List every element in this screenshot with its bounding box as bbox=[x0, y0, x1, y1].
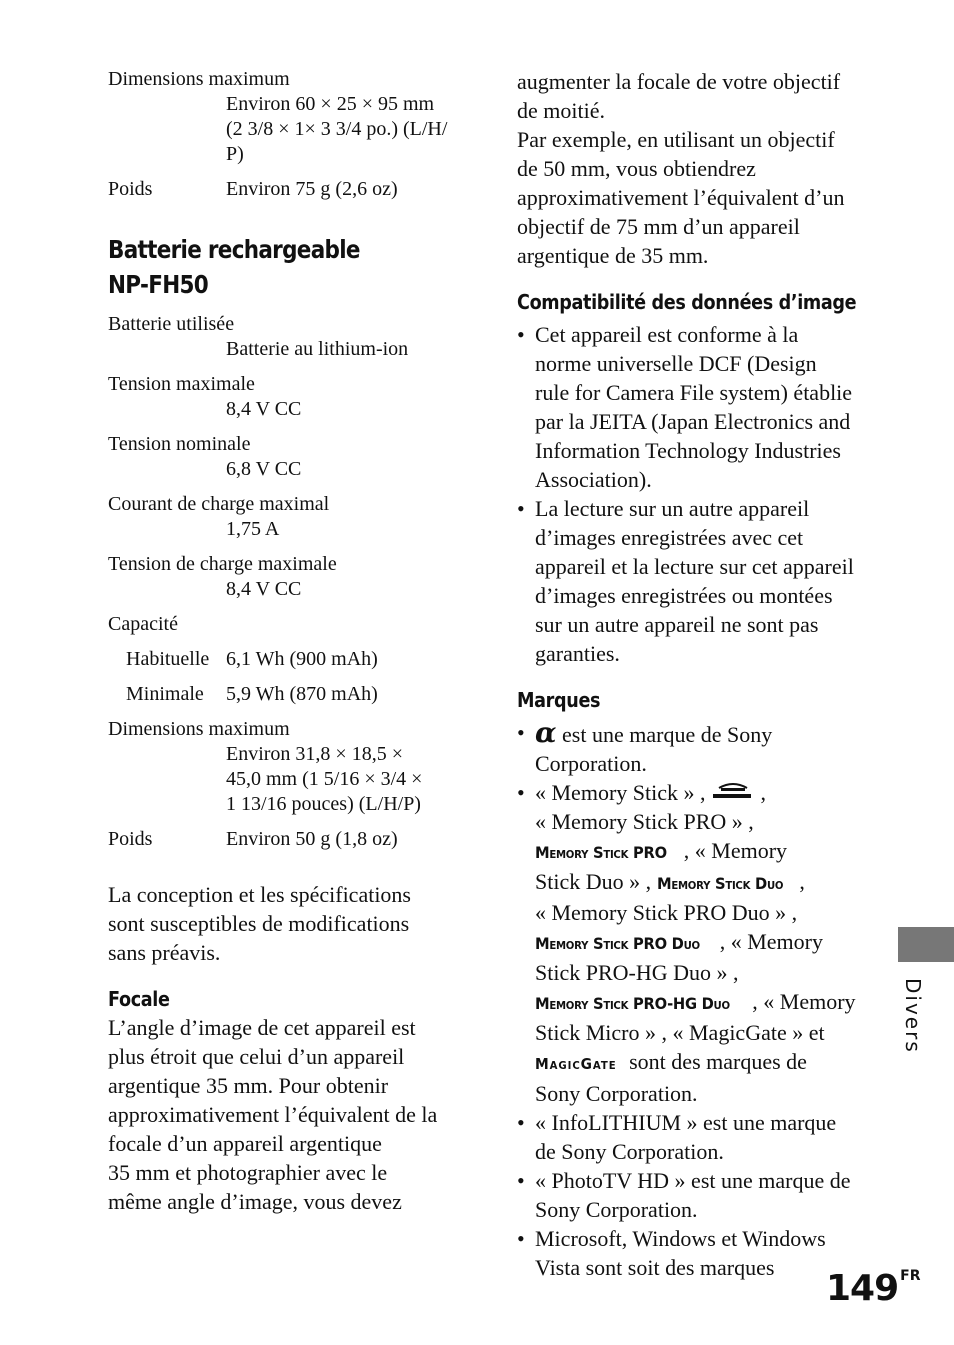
text-line: Stick Duo » , bbox=[535, 869, 657, 894]
text-line: argentique 35 mm. Pour obtenir bbox=[108, 1073, 389, 1098]
text-line: approximativement l’équivalent d’un bbox=[517, 185, 845, 210]
spec-label: Capacité bbox=[108, 613, 178, 635]
text-line: « Memory Stick PRO Duo » , bbox=[535, 900, 798, 925]
compat-list bbox=[517, 320, 885, 668]
spec-value: 6,8 V CC bbox=[226, 458, 302, 480]
text-line: appareil et la lecture sur cet appareil bbox=[535, 554, 854, 579]
memory-stick-pro-hg-duo-logo: Memory Stick PRO-HG Duo bbox=[535, 994, 730, 1013]
memory-stick-pro-logo: Memory Stick PRO bbox=[535, 843, 667, 862]
list-item bbox=[517, 1166, 885, 1224]
text-line: • La lecture sur un autre appareil bbox=[535, 496, 810, 521]
spec-label: Tension de charge maximale bbox=[108, 553, 337, 575]
text-line: , « Memory bbox=[752, 989, 856, 1014]
text-line: Par exemple, en utilisant un objectif bbox=[517, 127, 835, 152]
text-line: sont susceptibles de modifications bbox=[108, 911, 410, 936]
text-line: « Memory Stick » , bbox=[535, 780, 711, 805]
list-item bbox=[517, 320, 885, 494]
spec-value: 8,4 V CC bbox=[226, 398, 302, 420]
text-line: d’images enregistrées ou montées bbox=[535, 583, 833, 608]
text-line: sans préavis. bbox=[108, 940, 221, 965]
text-line: Information Technology Industries bbox=[535, 438, 841, 463]
text-line: sur un autre appareil ne sont pas bbox=[535, 612, 819, 637]
spec-row bbox=[108, 647, 488, 672]
spec-row bbox=[108, 682, 488, 707]
text-line: rule for Camera File system) établie bbox=[535, 380, 853, 405]
text-line: « Memory Stick PRO » , bbox=[535, 809, 754, 834]
text-line: norme universelle DCF (Design bbox=[535, 351, 817, 376]
spec-label: Tension nominale bbox=[108, 433, 251, 455]
text-line: par la JEITA (Japan Electronics and bbox=[535, 409, 851, 434]
text-line: de 50 mm, vous obtiendrez bbox=[517, 156, 756, 181]
spec-value: P) bbox=[226, 143, 244, 165]
text-line: 35 mm et photographier avec le bbox=[108, 1160, 388, 1185]
battery-title: Batterie rechargeable bbox=[108, 235, 360, 264]
text-line: augmenter la focale de votre objectif bbox=[517, 69, 841, 94]
list-item bbox=[517, 1108, 885, 1166]
spec-label: Poids bbox=[108, 178, 153, 200]
spec-value: 6,1 Wh (900 mAh) bbox=[226, 648, 378, 670]
spec-label: Habituelle bbox=[126, 648, 210, 670]
spec-label: Courant de charge maximal bbox=[108, 493, 330, 515]
focale-heading: Focale bbox=[108, 987, 170, 1011]
spec-value: 1 13/16 pouces) (L/H/P) bbox=[226, 793, 421, 815]
battery-model: NP-FH50 bbox=[108, 270, 209, 299]
text-line: Sony Corporation. bbox=[535, 1197, 698, 1222]
text-line: L’angle d’image de cet appareil est bbox=[108, 1015, 416, 1040]
page-number bbox=[826, 1268, 921, 1309]
text-line: Stick PRO-HG Duo » , bbox=[535, 960, 739, 985]
text-line: , bbox=[760, 780, 766, 805]
text-line: même angle d’image, vous devez bbox=[108, 1189, 402, 1214]
spec-label: Tension maximale bbox=[108, 373, 255, 395]
text-line: focale d’un appareil argentique bbox=[108, 1131, 382, 1156]
list-item bbox=[517, 718, 885, 778]
text-line: Stick Micro » , « MagicGate » et bbox=[535, 1020, 825, 1045]
text-line: Corporation. bbox=[535, 751, 647, 776]
left-column bbox=[108, 67, 488, 1216]
spec-value: 1,75 A bbox=[226, 518, 280, 540]
text-line: Sony Corporation. bbox=[535, 1081, 698, 1106]
focale-continued bbox=[517, 67, 885, 270]
text-line: plus étroit que celui d’un appareil bbox=[108, 1044, 405, 1069]
spec-value: 8,4 V CC bbox=[226, 578, 302, 600]
right-column bbox=[517, 67, 885, 1282]
spec-value: Environ 60 × 25 × 95 mm bbox=[226, 93, 435, 115]
page-language: FR bbox=[900, 1268, 921, 1284]
spec-label: Minimale bbox=[126, 683, 204, 705]
compat-heading: Compatibilité des données d’image bbox=[517, 290, 857, 314]
spec-row bbox=[108, 177, 488, 202]
text-line: • Cet appareil est conforme à la bbox=[535, 322, 799, 347]
memory-stick-duo-logo: Memory Stick Duo bbox=[656, 874, 783, 893]
camera-spec-block bbox=[108, 67, 488, 202]
text-line: • « InfoLITHIUM » est une marque bbox=[535, 1110, 837, 1135]
spec-value: (2 3/8 × 1× 3 3/4 po.) (L/H/ bbox=[226, 118, 448, 140]
text-line: approximativement l’équivalent de la bbox=[108, 1102, 438, 1127]
text-line: sont des marques de bbox=[629, 1049, 807, 1074]
text-line: de moitié. bbox=[517, 98, 605, 123]
section-tab-marker bbox=[898, 927, 954, 962]
text-line: de Sony Corporation. bbox=[535, 1139, 724, 1164]
list-item bbox=[517, 494, 885, 668]
spec-label: Batterie utilisée bbox=[108, 313, 235, 335]
page-number-value: 149 bbox=[826, 1268, 899, 1309]
text-line: argentique de 35 mm. bbox=[517, 243, 709, 268]
spec-label: Poids bbox=[108, 828, 153, 850]
text-line: • « PhotoTV HD » est une marque de bbox=[535, 1168, 851, 1193]
memory-stick-pro-duo-logo: Memory Stick PRO Duo bbox=[535, 934, 700, 953]
spec-value: Environ 75 g (2,6 oz) bbox=[226, 178, 398, 200]
text-line: , « Memory bbox=[683, 838, 788, 863]
spec-row bbox=[108, 827, 488, 852]
spec-label: Dimensions maximum bbox=[108, 68, 290, 90]
text-line: garanties. bbox=[535, 641, 620, 666]
text-line: d’images enregistrées avec cet bbox=[535, 525, 804, 550]
marques-list bbox=[517, 718, 885, 1282]
text-line: Vista sont soit des marques bbox=[535, 1255, 775, 1280]
text-line: , bbox=[799, 869, 805, 894]
section-tab-label: Divers bbox=[901, 978, 925, 1054]
focale-paragraph bbox=[108, 1013, 488, 1216]
spec-value: Environ 50 g (1,8 oz) bbox=[226, 828, 398, 850]
marques-heading: Marques bbox=[517, 688, 601, 712]
spec-value: Batterie au lithium-ion bbox=[226, 338, 409, 360]
list-item bbox=[517, 778, 885, 1108]
text-line: • Microsoft, Windows et Windows bbox=[535, 1226, 826, 1251]
text-line: est une marque de Sony bbox=[562, 722, 773, 747]
spec-value: Environ 31,8 × 18,5 × bbox=[226, 743, 403, 765]
magicgate-logo: MagicGate bbox=[535, 1055, 617, 1073]
text-line: Association). bbox=[535, 467, 652, 492]
text-line: objectif de 75 mm d’un appareil bbox=[517, 214, 800, 239]
spec-label: Dimensions maximum bbox=[108, 718, 290, 740]
memory-stick-logo-icon bbox=[711, 780, 755, 802]
spec-value: 45,0 mm (1 5/16 × 3/4 × bbox=[226, 768, 423, 790]
spec-value: 5,9 Wh (870 mAh) bbox=[226, 683, 378, 705]
text-line: La conception et les spécifications bbox=[108, 882, 411, 907]
battery-spec-block bbox=[108, 312, 488, 852]
notice-paragraph bbox=[108, 880, 488, 967]
alpha-logo-icon: α bbox=[535, 716, 557, 749]
text-line: , « Memory bbox=[719, 929, 823, 954]
